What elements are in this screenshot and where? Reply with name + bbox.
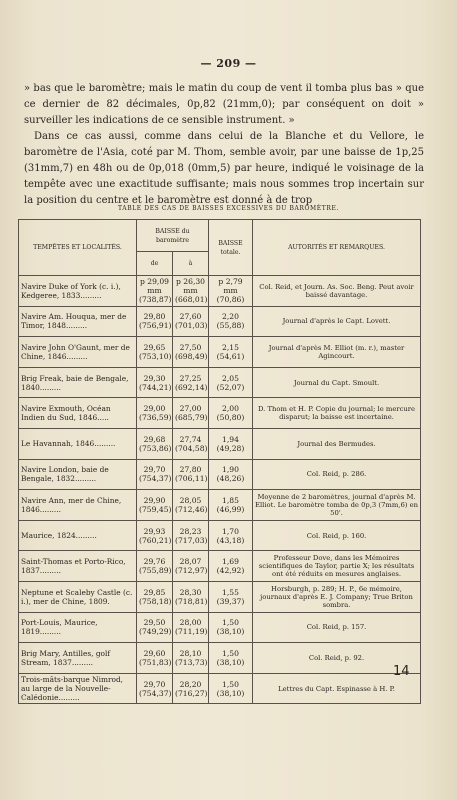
row-to: 27,80 (706,11): [173, 459, 209, 490]
table-row: [19, 490, 421, 521]
row-place: Port-Louis, Maurice, 1819.........: [19, 612, 137, 643]
row-to: 28,10 (713,73): [173, 643, 209, 674]
paragraph-quote: » bas que le baromètre; mais le matin du coup de vent il tomba plus bas » que ce dernier de 82 décimales, 0p,82 (21mm,0); par conséquent on doit » surveiller les indications de ce sensible instrument. »: [24, 83, 424, 126]
row-authority: Professeur Dove, dans les Mémoires scientifiques de Taylor, partie X; les résultats ont été réduits en mesures anglaises.: [253, 551, 421, 582]
row-from: 29,65 (753,10): [137, 337, 173, 368]
row-place: Navire London, baie de Bengale, 1832.........: [19, 459, 137, 490]
row-from: 29,85 (758,18): [137, 581, 173, 612]
row-authority: Col. Reid, p. 286.: [253, 459, 421, 490]
row-from: 29,70 (754,37): [137, 459, 173, 490]
row-to: 28,05 (712,46): [173, 490, 209, 521]
row-total: 1,69 (42,92): [209, 551, 253, 582]
body-text: [24, 81, 424, 209]
table-row: [19, 612, 421, 643]
row-place: Saint-Thomas et Porto-Rico, 1837.........: [19, 551, 137, 582]
row-authority: Horsburgh, p. 289; H. P., 6e mémoire, journaux d'après E. J. Company; True Briton sombra.: [253, 581, 421, 612]
row-from: 29,00 (736,59): [137, 398, 173, 429]
header-to: à: [173, 252, 209, 276]
row-place: Navire Ann, mer de Chine, 1846.........: [19, 490, 137, 521]
row-to: p 26,30 mm (668,01): [173, 276, 209, 307]
row-authority: Journal d'après M. Elliot (m. r.), master Agincourt.: [253, 337, 421, 368]
table-row: [19, 337, 421, 368]
row-total: 2,00 (50,80): [209, 398, 253, 429]
row-total: 1,85 (46,99): [209, 490, 253, 521]
row-from: 29,80 (756,91): [137, 306, 173, 337]
row-place: Brig Freak, baie de Bengale, 1840.........: [19, 367, 137, 398]
row-authority: D. Thom et H. P. Copie du journal; le mercure disparut; la baisse est incertaine.: [253, 398, 421, 429]
page-number: — 209 —: [200, 57, 257, 70]
table-row: [19, 459, 421, 490]
row-place: Navire Duke of York (c. i.), Kedgeree, 1833.........: [19, 276, 137, 307]
row-authority: Col. Reid, et Journ. As. Soc. Beng. Peut avoir baissé davantage.: [253, 276, 421, 307]
row-from: 29,30 (744,21): [137, 367, 173, 398]
row-place: Navire John O'Gaunt, mer de Chine, 1846.........: [19, 337, 137, 368]
row-to: 28,30 (718,81): [173, 581, 209, 612]
row-to: 27,60 (701,03): [173, 306, 209, 337]
row-to: 27,00 (685,79): [173, 398, 209, 429]
table-row: [19, 581, 421, 612]
row-from: 29,90 (759,45): [137, 490, 173, 521]
header-places: TEMPÊTES ET LOCALITÉS.: [19, 220, 137, 276]
row-from: p 29,09 mm (738,87): [137, 276, 173, 307]
row-from: 29,70 (754,37): [137, 673, 173, 704]
row-authority: Col. Reid, p. 157.: [253, 612, 421, 643]
signature-mark: 14: [393, 664, 410, 679]
paragraph-asia: Dans ce cas aussi, comme dans celui de la Blanche et du Vellore, le baromètre de l'Asia, coté par M. Thom, semble avoir, par une baisse de 1p,25 (31mm,7) en 48h ou de 0p,018 (0mm,5) par heure, indiqué le voisinage de la tempête avec une exactitude suffisante; mais nous sommes trop incertain sur la position du centre et le baromètre est donné à de trop: [24, 131, 424, 206]
row-total: 1,90 (48,26): [209, 459, 253, 490]
header-total: BAISSE totale.: [209, 220, 253, 276]
table-row: [19, 551, 421, 582]
row-to: 28,07 (712,97): [173, 551, 209, 582]
table-row: [19, 276, 421, 307]
header-from: de: [137, 252, 173, 276]
row-total: 2,15 (54,61): [209, 337, 253, 368]
row-total: 1,55 (39,37): [209, 581, 253, 612]
row-from: 29,76 (755,89): [137, 551, 173, 582]
row-place: Brig Mary, Antilles, golf Stream, 1837.........: [19, 643, 137, 674]
row-to: 28,00 (711,19): [173, 612, 209, 643]
table-row: [19, 367, 421, 398]
table-row: [19, 643, 421, 674]
table-title: TABLE DES CAS DE BAISSES EXCESSIVES DU BAROMÈTRE.: [118, 205, 339, 212]
row-total: 1,70 (43,18): [209, 520, 253, 551]
row-authority: Lettres du Capt. Espinasse à H. P.: [253, 673, 421, 704]
table-row: [19, 428, 421, 459]
row-authority: Col. Reid, p. 160.: [253, 520, 421, 551]
row-place: Maurice, 1824.........: [19, 520, 137, 551]
row-authority: Moyenne de 2 baromètres, journal d'après M. Elliot. Le baromètre tomba de 0p,3 (7mm,6) en 50'.: [253, 490, 421, 521]
row-to: 27,74 (704,58): [173, 428, 209, 459]
row-from: 29,68 (753,86): [137, 428, 173, 459]
row-authority: Col. Reid, p. 92.: [253, 643, 421, 674]
row-total: 2,05 (52,07): [209, 367, 253, 398]
row-place: Neptune et Scaleby Castle (c. i.), mer de Chine, 1809.: [19, 581, 137, 612]
row-total: 1,50 (38,10): [209, 643, 253, 674]
row-total: 1,50 (38,10): [209, 673, 253, 704]
row-to: 28,23 (717,03): [173, 520, 209, 551]
row-total: 1,50 (38,10): [209, 612, 253, 643]
row-total: 2,20 (55,88): [209, 306, 253, 337]
row-total: p 2,79 mm (70,86): [209, 276, 253, 307]
row-to: 27,25 (692,14): [173, 367, 209, 398]
row-from: 29,50 (749,29): [137, 612, 173, 643]
row-place: Navire Am. Houqua, mer de Timor, 1848.........: [19, 306, 137, 337]
row-place: Trois-mâts-barque Nimrod, au large de la Nouvelle-Calédonie.........: [19, 673, 137, 704]
row-authority: Journal des Bermudes.: [253, 428, 421, 459]
table-row: [19, 673, 421, 704]
row-from: 29,60 (751,83): [137, 643, 173, 674]
barometer-table: [18, 219, 421, 704]
row-place: Le Havannah, 1846.........: [19, 428, 137, 459]
row-to: 27,50 (698,49): [173, 337, 209, 368]
row-place: Navire Exmouth, Océan Indien du Sud, 1846.....: [19, 398, 137, 429]
row-authority: Journal du Capt. Smoult.: [253, 367, 421, 398]
row-total: 1,94 (49,28): [209, 428, 253, 459]
table-row: [19, 520, 421, 551]
header-drop-group: BAISSE du baromètre: [137, 220, 209, 252]
row-authority: Journal d'après le Capt. Lovett.: [253, 306, 421, 337]
table-row: [19, 398, 421, 429]
row-to: 28,20 (716,27): [173, 673, 209, 704]
table-row: [19, 306, 421, 337]
row-from: 29,93 (760,21): [137, 520, 173, 551]
header-authorities: AUTORITÉS ET REMARQUES.: [253, 220, 421, 276]
